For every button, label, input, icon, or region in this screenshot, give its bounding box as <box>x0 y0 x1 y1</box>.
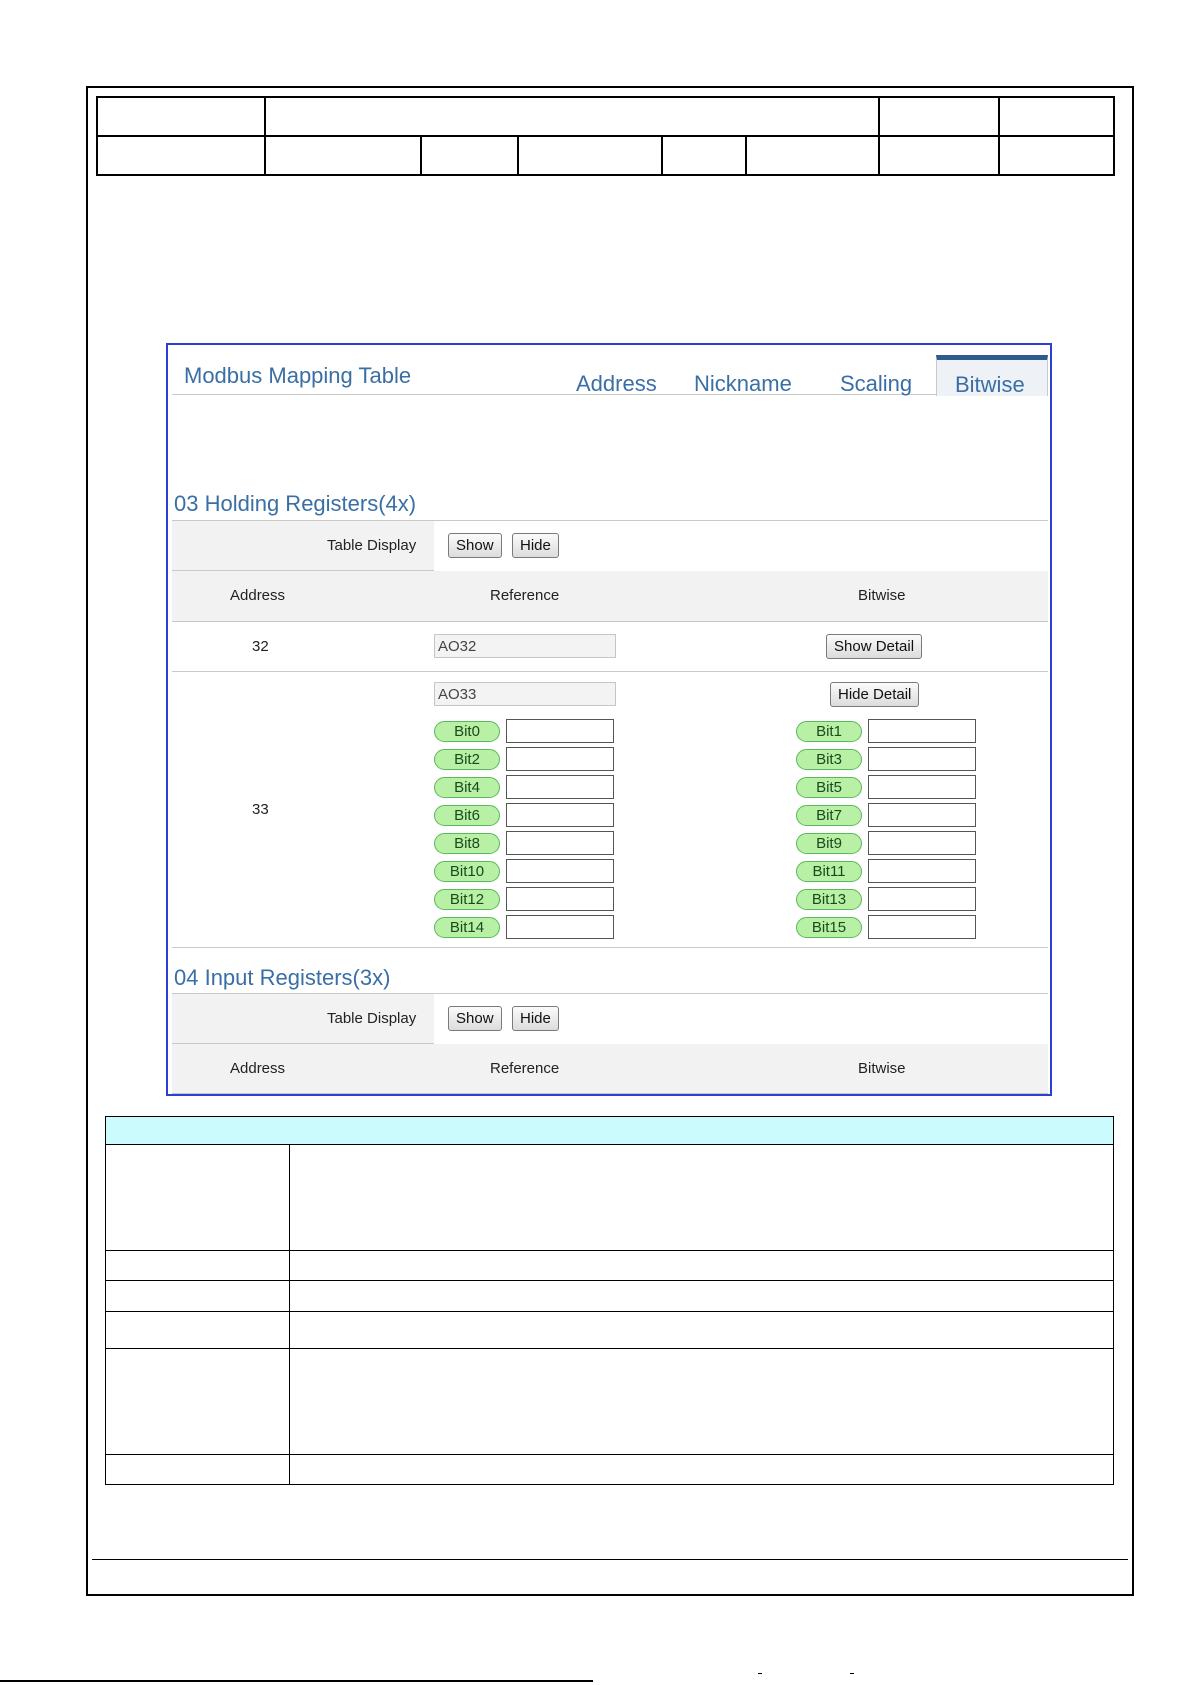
tab-bitwise[interactable]: Bitwise <box>936 355 1048 396</box>
holding-row-32 <box>172 622 1048 672</box>
app-header <box>172 349 1048 395</box>
bit-nickname-input[interactable] <box>506 719 614 743</box>
desc-item-cell <box>106 1281 290 1312</box>
header-grid <box>96 96 1115 176</box>
bit-nickname-input[interactable] <box>868 887 976 911</box>
bit-nickname-input[interactable] <box>868 859 976 883</box>
bit-label: Bit7 <box>796 805 862 826</box>
bit-label: Bit11 <box>796 861 862 882</box>
header-cell <box>97 97 265 136</box>
tab-scaling[interactable]: Scaling <box>840 371 913 396</box>
modbus-mapping-screenshot <box>166 343 1052 1096</box>
bit-nickname-input[interactable] <box>506 887 614 911</box>
holding-column-header-row <box>172 571 1048 622</box>
bit-nickname-input[interactable] <box>868 803 976 827</box>
bit-nickname-input[interactable] <box>506 803 614 827</box>
desc-item-cell <box>106 1312 290 1349</box>
hide-detail-button[interactable]: Hide Detail <box>830 682 919 707</box>
input-column-header-row <box>172 1044 1048 1094</box>
header-cell <box>265 136 421 175</box>
bit-label: Bit14 <box>434 917 500 938</box>
bit-label: Bit0 <box>434 721 500 742</box>
bit-nickname-input[interactable] <box>868 775 976 799</box>
holding-row-33 <box>172 672 1048 948</box>
input-hide-button[interactable]: Hide <box>512 1006 559 1031</box>
description-table-header <box>106 1117 1114 1145</box>
bit-nickname-input[interactable] <box>506 747 614 771</box>
holding-show-button[interactable]: Show <box>448 533 502 558</box>
bit-label: Bit10 <box>434 861 500 882</box>
column-header-bitwise: Bitwise <box>858 587 906 604</box>
bit-label: Bit6 <box>434 805 500 826</box>
table-display-label: Table Display <box>327 1010 417 1027</box>
desc-text-cell <box>290 1349 1114 1455</box>
column-header-reference: Reference <box>490 1060 560 1077</box>
header-cell <box>746 136 879 175</box>
header-cell <box>879 97 999 136</box>
column-header-address: Address <box>230 587 286 604</box>
table-display-label: Table Display <box>327 537 417 554</box>
bit-label: Bit4 <box>434 777 500 798</box>
header-cell <box>265 97 879 136</box>
bit-label: Bit3 <box>796 749 862 770</box>
bit-nickname-input[interactable] <box>506 831 614 855</box>
bit-label: Bit13 <box>796 889 862 910</box>
column-header-address: Address <box>230 1060 286 1077</box>
bit-nickname-input[interactable] <box>868 747 976 771</box>
input-show-button[interactable]: Show <box>448 1006 502 1031</box>
header-cell <box>97 136 265 175</box>
bottom-mark <box>850 1673 854 1679</box>
desc-text-cell <box>290 1145 1114 1251</box>
desc-item-cell <box>106 1349 290 1455</box>
desc-item-cell <box>106 1251 290 1281</box>
bit-nickname-input[interactable] <box>868 915 976 939</box>
bit-label: Bit15 <box>796 917 862 938</box>
desc-text-cell <box>290 1455 1114 1485</box>
footer-divider <box>92 1559 1128 1560</box>
holding-table-display-row <box>172 520 1048 571</box>
header-cell <box>999 97 1114 136</box>
column-header-reference: Reference <box>490 587 560 604</box>
header-cell <box>879 136 999 175</box>
bit-label: Bit12 <box>434 889 500 910</box>
column-header-bitwise: Bitwise <box>858 1060 906 1077</box>
bit-nickname-input[interactable] <box>506 775 614 799</box>
desc-text-cell <box>290 1312 1114 1349</box>
bit-nickname-input[interactable] <box>506 915 614 939</box>
bit-label: Bit2 <box>434 749 500 770</box>
bit-label: Bit9 <box>796 833 862 854</box>
tab-address[interactable]: Address <box>576 371 657 396</box>
row-address: 33 <box>252 801 269 818</box>
bottom-rule <box>0 1680 593 1682</box>
bit-label: Bit5 <box>796 777 862 798</box>
bit-nickname-input[interactable] <box>868 719 976 743</box>
holding-hide-button[interactable]: Hide <box>512 533 559 558</box>
header-cell <box>518 136 662 175</box>
bit-nickname-input[interactable] <box>506 859 614 883</box>
desc-text-cell <box>290 1281 1114 1312</box>
reference-field <box>434 682 616 706</box>
desc-item-cell <box>106 1145 290 1251</box>
tab-nickname[interactable]: Nickname <box>694 371 792 396</box>
app-title: Modbus Mapping Table <box>184 363 412 388</box>
row-address: 32 <box>252 638 269 655</box>
bit-label: Bit1 <box>796 721 862 742</box>
bit-nickname-input[interactable] <box>868 831 976 855</box>
header-cell <box>421 136 518 175</box>
desc-text-cell <box>290 1251 1114 1281</box>
input-registers-title: 04 Input Registers(3x) <box>174 965 391 990</box>
header-cell <box>999 136 1114 175</box>
header-cell <box>662 136 746 175</box>
holding-registers-title: 03 Holding Registers(4x) <box>174 491 417 516</box>
bottom-mark <box>758 1673 762 1679</box>
desc-item-cell <box>106 1455 290 1485</box>
input-table-display-row <box>172 993 1048 1044</box>
bit-label: Bit8 <box>434 833 500 854</box>
reference-field <box>434 634 616 658</box>
description-table <box>105 1116 1114 1485</box>
show-detail-button[interactable]: Show Detail <box>826 634 922 659</box>
